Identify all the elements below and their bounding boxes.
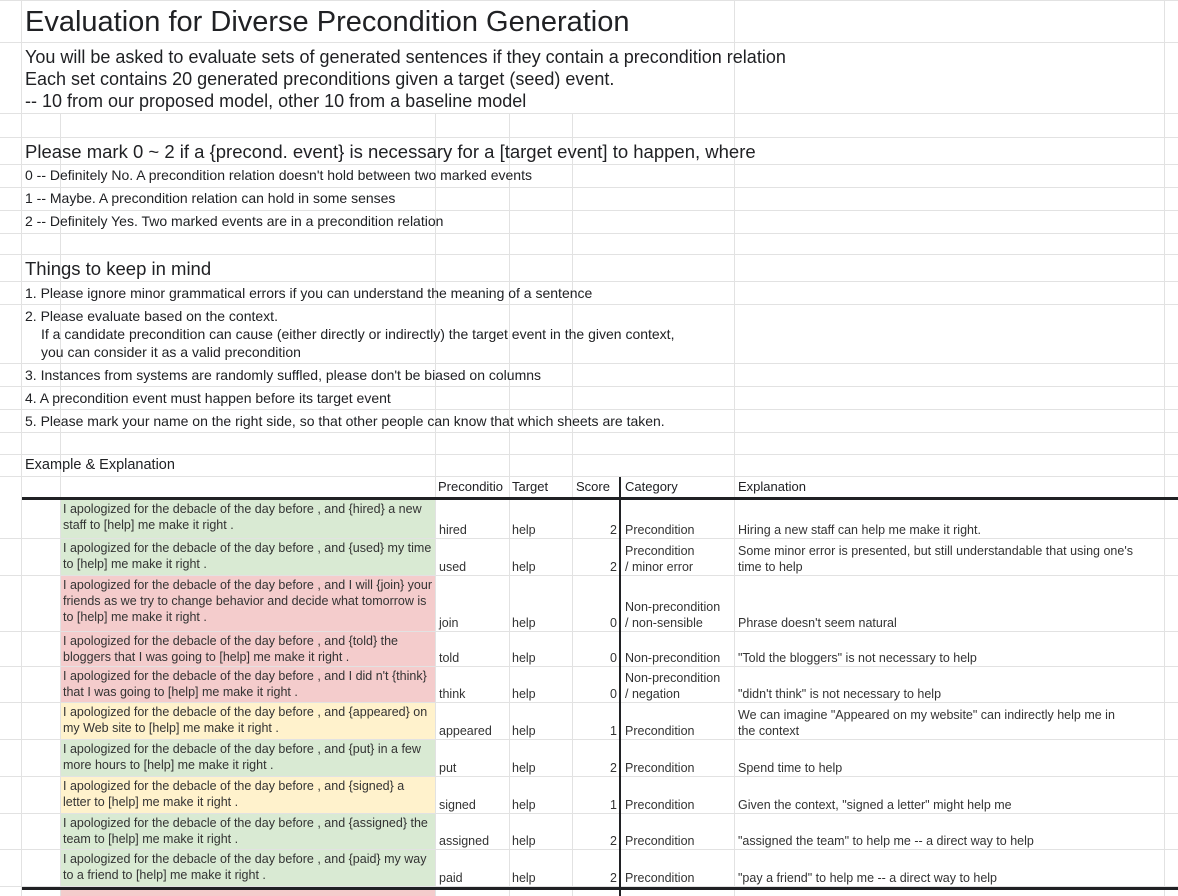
marking-level-2: 2 -- Definitely Yes. Two marked events are in a precondition relation: [25, 213, 444, 229]
column-header-score[interactable]: Score: [576, 479, 610, 494]
precondition-cell[interactable]: signed: [439, 798, 476, 812]
target-cell[interactable]: help: [512, 523, 536, 537]
sentence-cell[interactable]: I apologized for the debacle of the day before , and {used} my time to [help] me make it right .: [61, 539, 435, 576]
table-row: [0, 632, 1178, 667]
score-cell[interactable]: 1: [610, 798, 617, 812]
sentence-cell[interactable]: I apologized for the debacle of the day before , and {signed} a letter to [help] me make it right .: [61, 777, 435, 814]
table-row: [0, 703, 1178, 740]
precondition-cell[interactable]: hired: [439, 523, 467, 537]
category-cell[interactable]: Non-precondition / negation: [625, 671, 721, 701]
category-cell[interactable]: Precondition: [625, 761, 695, 775]
table-row: [0, 500, 1178, 539]
explanation-cell[interactable]: "didn't think" is not necessary to help: [738, 687, 942, 701]
keep-in-mind-item: 1. Please ignore minor grammatical errors if you can understand the meaning of a sentence: [25, 285, 593, 301]
precondition-cell[interactable]: assigned: [439, 834, 490, 848]
marking-level-0: 0 -- Definitely No. A precondition relation doesn't hold between two marked events: [25, 167, 532, 183]
table-row: [0, 667, 1178, 703]
table-row: [0, 576, 1178, 632]
precondition-cell[interactable]: join: [439, 616, 459, 630]
score-cell[interactable]: 2: [610, 523, 617, 537]
explanation-cell[interactable]: Given the context, "signed a letter" might help me: [738, 798, 1012, 812]
explanation-cell[interactable]: Phrase doesn't seem natural: [738, 616, 897, 630]
next-row-partial: [61, 890, 435, 896]
sentence-cell[interactable]: I apologized for the debacle of the day before , and I did n't {think} that I was going to [help] me make it right .: [61, 667, 435, 703]
target-cell[interactable]: help: [512, 616, 536, 630]
score-cell[interactable]: 2: [610, 560, 617, 574]
category-cell[interactable]: Precondition: [625, 871, 695, 885]
target-cell[interactable]: help: [512, 724, 536, 738]
score-cell[interactable]: 0: [610, 651, 617, 665]
intro-line: Each set contains 20 generated preconditions given a target (seed) event.: [25, 69, 615, 89]
score-cell[interactable]: 2: [610, 871, 617, 885]
target-cell[interactable]: help: [512, 560, 536, 574]
precondition-cell[interactable]: put: [439, 761, 457, 775]
explanation-cell[interactable]: "Told the bloggers" is not necessary to help: [738, 651, 977, 665]
category-cell[interactable]: Non-precondition / non-sensible: [625, 600, 721, 630]
score-cell[interactable]: 0: [610, 616, 617, 630]
column-header-explanation[interactable]: Explanation: [738, 479, 806, 494]
category-cell[interactable]: Precondition: [625, 523, 695, 537]
category-cell[interactable]: Precondition: [625, 724, 695, 738]
table-row: [0, 740, 1178, 777]
explanation-cell[interactable]: "pay a friend" to help me -- a direct way to help: [738, 871, 998, 885]
keep-in-mind-subitem: If a candidate precondition can cause (either directly or indirectly) the target event in the given context,: [41, 326, 675, 342]
marking-level-1: 1 -- Maybe. A precondition relation can hold in some senses: [25, 190, 396, 206]
column-header-category[interactable]: Category: [625, 479, 678, 494]
score-column-divider: [619, 477, 621, 896]
intro-line: -- 10 from our proposed model, other 10 from a baseline model: [25, 91, 527, 111]
sentence-cell[interactable]: I apologized for the debacle of the day before , and {appeared} on my Web site to [help] me make it right .: [61, 703, 435, 740]
table-row: [0, 850, 1178, 887]
category-cell[interactable]: Precondition: [625, 834, 695, 848]
score-cell[interactable]: 0: [610, 687, 617, 701]
column-header-target[interactable]: Target: [512, 479, 549, 494]
target-cell[interactable]: help: [512, 761, 536, 775]
marking-heading: Please mark 0 ~ 2 if a {precond. event} is necessary for a [target event] to happen, where: [25, 141, 756, 162]
target-cell[interactable]: help: [512, 798, 536, 812]
target-cell[interactable]: help: [512, 651, 536, 665]
table-row: [0, 777, 1178, 814]
category-cell[interactable]: Non-precondition: [625, 651, 721, 665]
target-cell[interactable]: help: [512, 687, 536, 701]
target-cell[interactable]: help: [512, 834, 536, 848]
precondition-cell[interactable]: used: [439, 560, 467, 574]
sentence-cell[interactable]: I apologized for the debacle of the day before , and {hired} a new staff to [help] me make it right .: [61, 500, 435, 539]
page-title: Evaluation for Diverse Precondition Generation: [25, 6, 630, 38]
score-cell[interactable]: 1: [610, 724, 617, 738]
keep-in-mind-subitem: you can consider it as a valid precondition: [41, 344, 301, 360]
precondition-cell[interactable]: think: [439, 687, 466, 701]
table-row: [0, 814, 1178, 850]
explanation-cell[interactable]: Hiring a new staff can help me make it right.: [738, 523, 981, 537]
category-cell[interactable]: Precondition: [625, 798, 695, 812]
category-cell[interactable]: Precondition / minor error: [625, 544, 695, 574]
precondition-cell[interactable]: appeared: [439, 724, 492, 738]
example-heading: Example & Explanation: [25, 457, 175, 473]
sentence-cell[interactable]: I apologized for the debacle of the day before , and {assigned} the team to [help] me make it right .: [61, 814, 435, 850]
score-cell[interactable]: 2: [610, 761, 617, 775]
intro-line: You will be asked to evaluate sets of generated sentences if they contain a precondition relation: [25, 47, 786, 67]
sentence-cell[interactable]: I apologized for the debacle of the day before , and {told} the bloggers that I was going to [help] me make it right .: [61, 632, 435, 667]
explanation-cell[interactable]: Spend time to help: [738, 761, 843, 775]
precondition-cell[interactable]: told: [439, 651, 460, 665]
explanation-cell[interactable]: We can imagine "Appeared on my website" can indirectly help me in the context: [738, 708, 1115, 738]
keep-in-mind-item: 3. Instances from systems are randomly suffled, please don't be biased on columns: [25, 367, 542, 383]
target-cell[interactable]: help: [512, 871, 536, 885]
keep-in-mind-item: 2. Please evaluate based on the context.: [25, 308, 278, 324]
keep-in-mind-item: 4. A precondition event must happen before its target event: [25, 390, 391, 406]
sentence-cell[interactable]: I apologized for the debacle of the day before , and I will {join} your friends as we try to change behavior and decide what tomorrow is to [help] me make it right .: [61, 576, 435, 632]
score-cell[interactable]: 2: [610, 834, 617, 848]
sentence-cell[interactable]: I apologized for the debacle of the day before , and {paid} my way to a friend to [help] me make it right .: [61, 850, 435, 887]
keep-in-mind-item: 5. Please mark your name on the right side, so that other people can know that which sheets are taken.: [25, 413, 665, 429]
explanation-cell[interactable]: Some minor error is presented, but still understandable that using one's time to help: [738, 544, 1133, 574]
precondition-cell[interactable]: paid: [439, 871, 463, 885]
keep-in-mind-heading: Things to keep in mind: [25, 258, 212, 279]
table-row: [0, 539, 1178, 576]
explanation-cell[interactable]: "assigned the team" to help me -- a direct way to help: [738, 834, 1034, 848]
sentence-cell[interactable]: I apologized for the debacle of the day before , and {put} in a few more hours to [help] me make it right .: [61, 740, 435, 777]
column-header-precondition[interactable]: Preconditio: [438, 479, 504, 494]
